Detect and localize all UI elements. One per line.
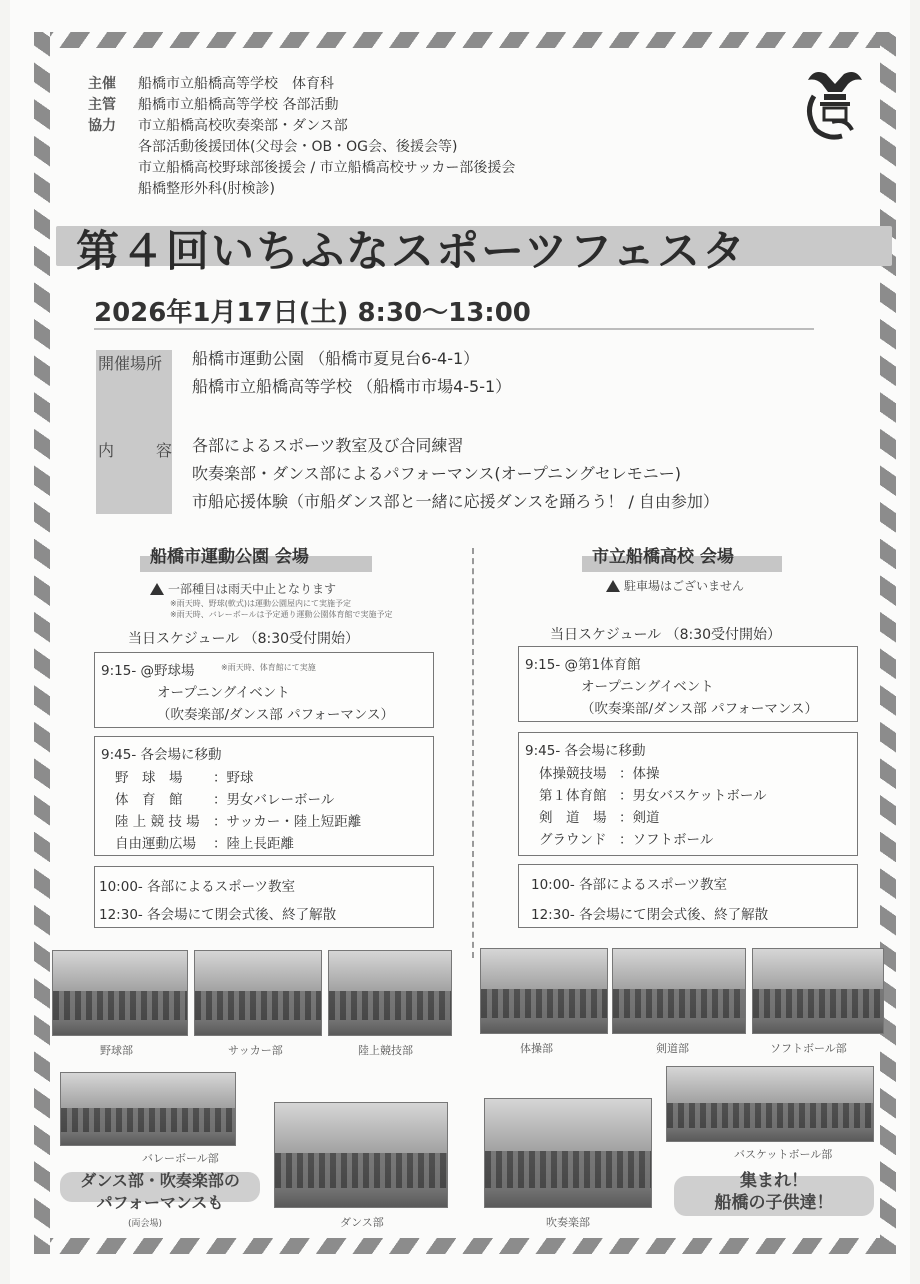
left-move-box [94,736,434,856]
baseball-photo [52,950,188,1036]
content-label: 内 [98,441,115,460]
photo-caption: ダンス部 [340,1216,384,1229]
photo-caption: 剣道部 [656,1042,689,1055]
move-sport: ：陸上長距離 [213,836,294,852]
info-label-band [96,350,172,514]
left-class-box [94,866,434,928]
opening-note: ※雨天時、体育館にて実施 [221,663,316,672]
basketball-photo [666,1066,874,1142]
photo-caption: バスケットボール部 [734,1148,833,1161]
gather-callout [674,1170,874,1214]
place-line: 船橋市立船橋高等学校 （船橋市市場4-5-1） [192,377,512,396]
photo-caption: バレーボール部 [142,1152,219,1165]
flyer-page [10,0,910,1284]
perf-callout-line: パフォーマンスも [96,1193,224,1212]
move-time: 9:45- 各会場に移動 [101,747,222,763]
photo-caption: 体操部 [520,1042,553,1055]
move-place: 体 育 館 [115,792,183,808]
left-venue-heading: 船橋市運動公園 会場 [150,547,309,567]
move-sport: ：野球 [213,770,254,786]
credits [88,74,515,200]
photo-caption: サッカー部 [228,1044,283,1057]
frame-stripe-right [880,32,896,1254]
opening-event: オープニングイベント [581,679,714,695]
manage-value: 船橋市立船橋高等学校 各部活動 [138,97,339,113]
photo-caption: ソフトボール部 [770,1042,847,1055]
move-place: 陸 上 競 技 場 [115,814,200,830]
place-line: 船橋市運動公園 （船橋市夏見台6-4-1） [192,349,480,368]
opening-detail: （吹奏楽部/ダンス部 パフォーマンス） [157,707,394,723]
move-place: 剣 道 場 [539,810,607,826]
perf-callout [56,1170,264,1214]
gather-callout-line: 船橋の子供達！ [714,1193,834,1213]
frame-stripe-left [34,32,50,1254]
host-label: 主催 [88,76,116,92]
coop-value: 船橋整形外科(肘検診) [138,181,275,197]
move-sport: ：剣道 [619,810,660,826]
dance-photo [274,1102,448,1208]
perf-callout-note: (両会場) [128,1219,163,1229]
class-time: 10:00- 各部によるスポーツ教室 [531,877,728,893]
photo-caption: 野球部 [100,1044,133,1057]
left-warning [150,580,336,597]
right-venue-heading: 市立船橋高校 会場 [592,547,734,567]
content-line: 市船応援体験（市船ダンス部と一緒に応援ダンスを踊ろう！ / 自由参加） [192,492,719,511]
move-sport: ：男女バレーボール [213,792,335,808]
photo-caption: 吹奏楽部 [546,1216,590,1229]
right-move-box [518,732,858,856]
move-place: 野 球 場 [115,770,183,786]
rain-note: ※雨天時、バレーボールは予定通り運動公園体育館で実施予定 [170,610,393,619]
content-line: 各部によるスポーツ教室及び合同練習 [192,436,464,455]
coop-value: 各部活動後援団体(父母会・OB・OG会、後援会等) [138,139,458,155]
volleyball-photo [60,1072,236,1146]
frame-stripe-top [34,32,896,48]
soccer-photo [194,950,322,1036]
closing-time: 12:30- 各会場にて閉会式後、終了解散 [99,907,337,923]
event-date: 2026年1月17日(土) 8:30～13:00 [94,298,531,328]
warning-icon [606,580,620,592]
move-time: 9:45- 各会場に移動 [525,743,646,759]
move-sport: ：ソフトボール [619,832,714,848]
coop-label: 協力 [88,118,116,134]
softball-photo [752,948,884,1034]
right-opening-box [518,646,858,722]
opening-time: 9:15- @野球場 [101,663,195,679]
move-sport: ：体操 [619,766,660,782]
left-schedule-title: 当日スケジュール （8:30受付開始） [128,631,360,647]
right-warning-text: 駐車場はございません [624,579,745,593]
coop-value: 市立船橋高校野球部後援会 / 市立船橋高校サッカー部後援会 [138,160,516,176]
class-time: 10:00- 各部によるスポーツ教室 [99,879,296,895]
right-class-box [518,864,858,928]
frame-stripe-bottom [34,1238,896,1254]
band-photo [484,1098,652,1208]
kendo-photo [612,948,746,1034]
track-photo [328,950,452,1036]
school-crest-icon [802,66,868,142]
move-place: 体操競技場 [539,766,607,782]
photo-caption: 陸上競技部 [358,1044,413,1057]
content-line: 吹奏楽部・ダンス部によるパフォーマンス(オープニングセレモニー) [192,464,681,483]
move-place: 自由運動広場 [115,836,196,852]
move-place: 第１体育館 [539,788,607,804]
right-schedule-title: 当日スケジュール （8:30受付開始） [550,627,782,643]
warning-icon [150,583,164,595]
gymnastics-photo [480,948,608,1034]
left-warning-text: 一部種目は雨天中止となります [168,582,337,596]
opening-time: 9:15- @第1体育館 [525,657,641,673]
gather-callout-line: 集まれ！ [740,1171,808,1191]
closing-time: 12:30- 各会場にて閉会式後、終了解散 [531,907,769,923]
coop-value: 市立船橋高校吹奏楽部・ダンス部 [138,118,348,134]
rain-note: ※雨天時、野球(軟式)は運動公園屋内にて実施予定 [170,599,351,608]
left-opening-box [94,652,434,728]
move-sport: ：男女バスケットボール [619,788,767,804]
event-title: 第４回いちふなスポーツフェスタ [76,227,748,277]
venue-divider [472,548,474,958]
opening-event: オープニングイベント [157,685,290,701]
content-label: 容 [156,441,173,460]
perf-callout-line: ダンス部・吹奏楽部の [80,1171,240,1190]
move-sport: ：サッカー・陸上短距離 [213,814,362,830]
place-label: 開催場所 [98,354,163,373]
opening-detail: （吹奏楽部/ダンス部 パフォーマンス） [581,701,818,717]
manage-label: 主管 [88,97,116,113]
move-place: グラウンド [539,832,607,848]
host-value: 船橋市立船橋高等学校 体育科 [138,76,334,92]
right-warning [606,577,744,594]
date-underline [94,328,814,330]
